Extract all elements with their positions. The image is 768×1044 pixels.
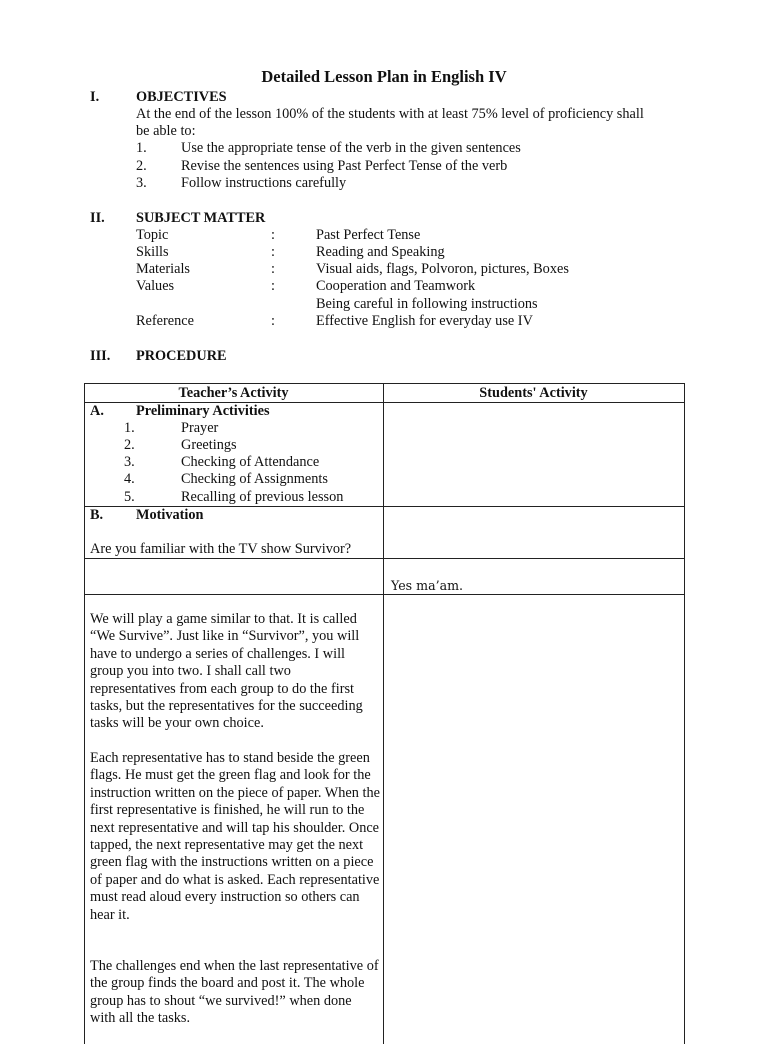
objectives-intro: At the end of the lesson 100% of the students with at least 75% level of proficiency shall <box>136 106 644 122</box>
subject-label: Reference <box>136 313 194 329</box>
subject-value: Cooperation and Teamwork <box>316 278 476 294</box>
section-number: I. <box>90 89 100 105</box>
subject-value: Past Perfect Tense <box>316 227 421 243</box>
preliminary-number: 4. <box>124 471 135 487</box>
instruction-paragraph: The challenges end when the last representative of the group finds the board and post it. The whole group has to shout “we survived!” when done with all the tasks. <box>90 958 379 1027</box>
objectives-intro: be able to: <box>136 123 196 139</box>
table-row-divider <box>84 558 685 559</box>
table-header-students: Students' Activity <box>479 385 588 401</box>
objective-item: Use the appropriate tense of the verb in the given sentences <box>181 140 521 156</box>
motivation-question: Are you familiar with the TV show Survivor? <box>90 541 352 557</box>
objective-item: Revise the sentences using Past Perfect Tense of the verb <box>181 158 508 174</box>
preliminary-number: 3. <box>124 454 135 470</box>
section-number: II. <box>90 210 105 226</box>
page-title: Detailed Lesson Plan in English IV <box>261 67 507 86</box>
motivation-heading: Motivation <box>136 507 204 523</box>
preliminary-item: Checking of Attendance <box>181 454 320 470</box>
motivation-letter: B. <box>90 507 104 523</box>
preliminary-item: Recalling of previous lesson <box>181 489 344 505</box>
objective-item: Follow instructions carefully <box>181 175 347 191</box>
subject-value: Reading and Speaking <box>316 244 445 260</box>
objective-number: 2. <box>136 158 147 174</box>
instruction-paragraph: Each representative has to stand beside the green flags. He must get the green flag and look for the instruction written on the piece of paper. When the first representative is finished, he will run to the next representative and will tap his shoulder. Once tapped, the next representative may get the next green flag with the instructions written on a piece of paper and do what is asked. Each representative must read aloud every instruction so others can hear it. <box>90 750 380 923</box>
subject-label: Topic <box>136 227 169 243</box>
subject-label: Skills <box>136 244 169 260</box>
table-column-divider <box>383 384 384 1044</box>
subject-colon: : <box>271 244 275 260</box>
table-border-right <box>684 384 685 1044</box>
subject-value: Being careful in following instructions <box>316 296 538 312</box>
preliminary-item: Checking of Assignments <box>181 471 328 487</box>
subject-colon: : <box>271 278 275 294</box>
objective-number: 3. <box>136 175 147 191</box>
preliminary-number: 1. <box>124 420 135 436</box>
student-answer: Yes ma’am. <box>391 578 464 593</box>
subject-value: Visual aids, flags, Polvoron, pictures, Boxes <box>316 261 569 277</box>
procedure-table <box>84 383 685 1044</box>
instruction-paragraph: We will play a game similar to that. It is called “We Survive”. Just like in “Survivor”, you will have to undergo a series of challenges. I will group you into two. I shall call two representatives from each group to do the first tasks, but the representatives for the succeeding tasks will be your own choice. <box>90 611 363 732</box>
subject-colon: : <box>271 261 275 277</box>
preliminary-letter: A. <box>90 403 104 419</box>
section-heading: PROCEDURE <box>136 348 227 364</box>
preliminary-number: 2. <box>124 437 135 453</box>
section-heading: SUBJECT MATTER <box>136 210 266 226</box>
preliminary-number: 5. <box>124 489 135 505</box>
section-number: III. <box>90 348 111 364</box>
preliminary-heading: Preliminary Activities <box>136 403 270 419</box>
subject-label: Materials <box>136 261 190 277</box>
table-row-divider <box>84 594 685 595</box>
objective-number: 1. <box>136 140 147 156</box>
preliminary-item: Prayer <box>181 420 219 436</box>
preliminary-item: Greetings <box>181 437 237 453</box>
section-heading: OBJECTIVES <box>136 89 227 105</box>
subject-value: Effective English for everyday use IV <box>316 313 533 329</box>
subject-label: Values <box>136 278 175 294</box>
subject-colon: : <box>271 313 275 329</box>
table-header-teacher: Teacher’s Activity <box>178 385 289 401</box>
table-border-left <box>84 384 85 1044</box>
subject-colon: : <box>271 227 275 243</box>
